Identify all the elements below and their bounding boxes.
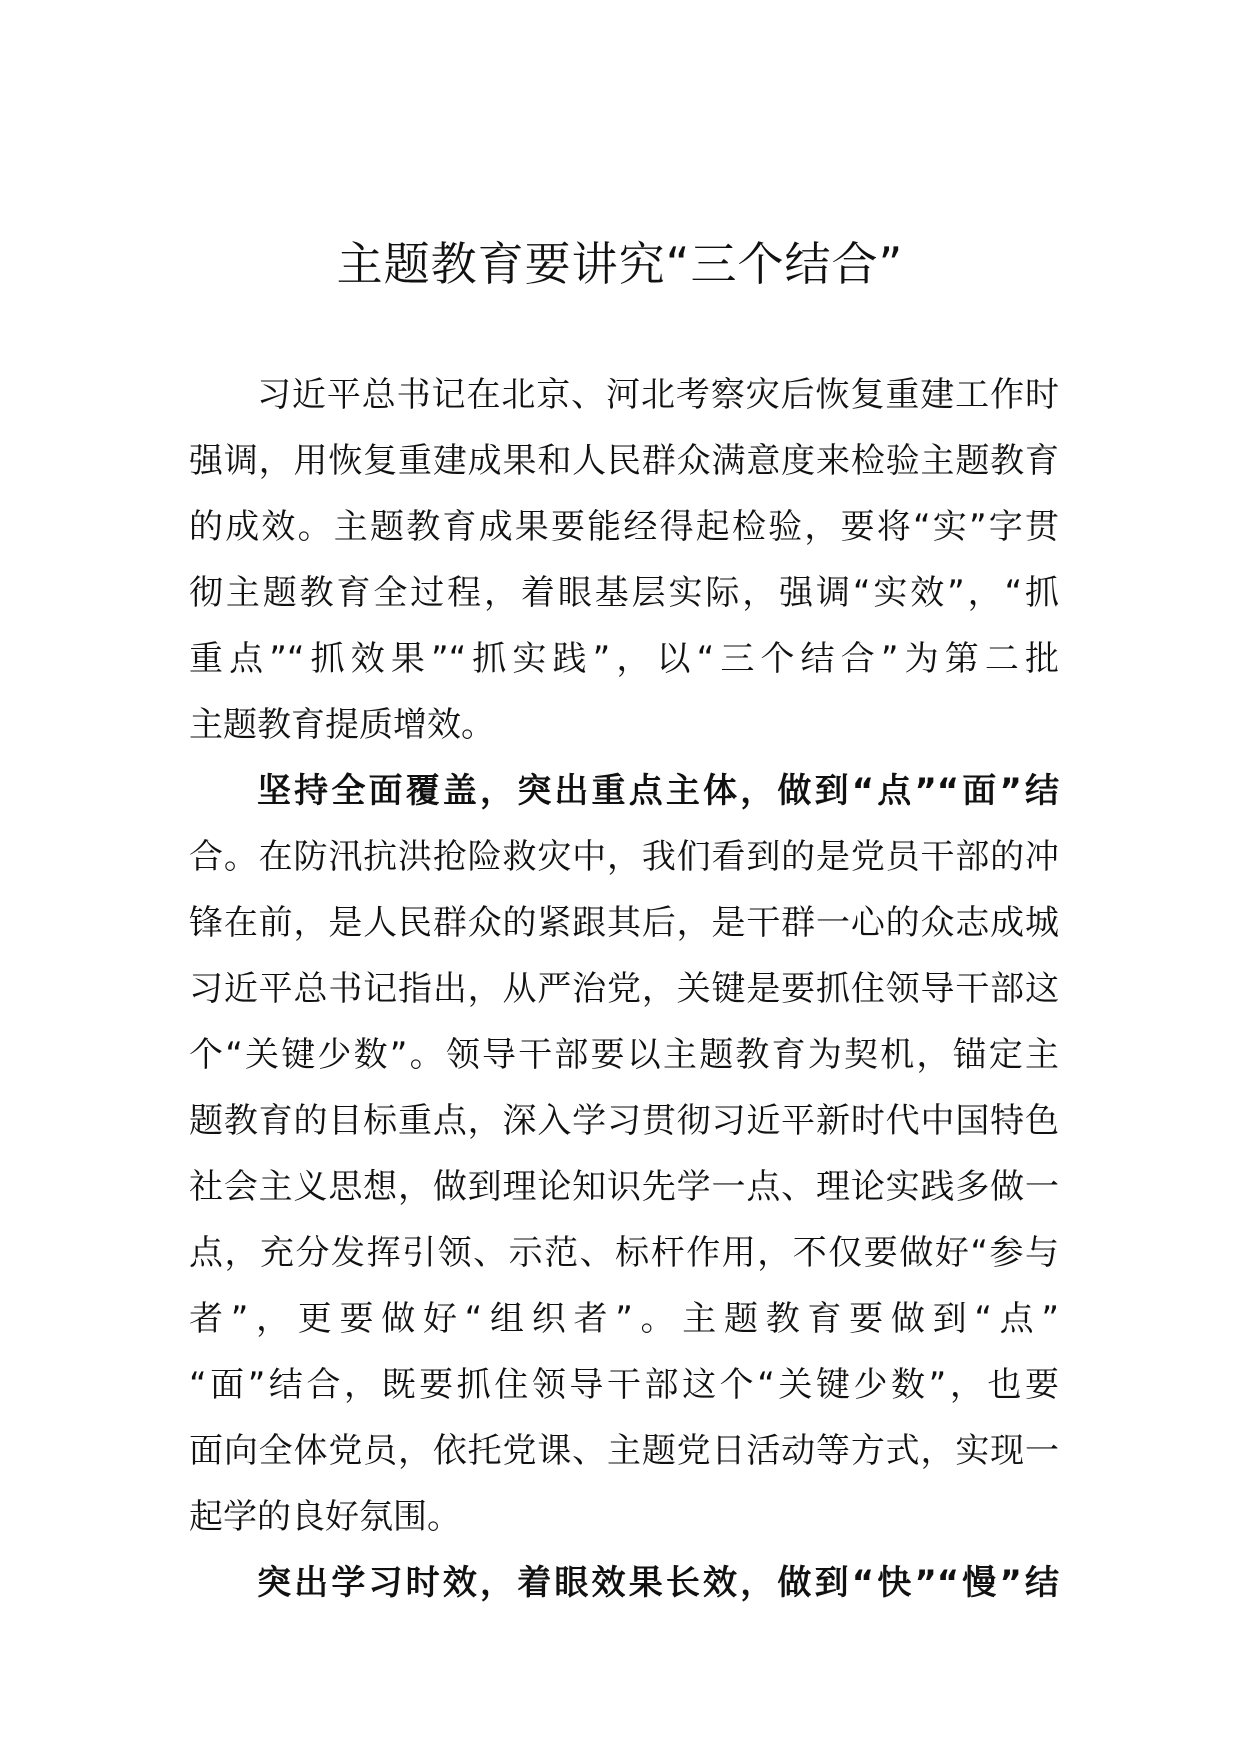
document-body [189, 362, 1059, 1616]
paragraph-point-face [189, 758, 1059, 1550]
paragraph-line: 点，充分发挥引领、示范、标杆作用，不仅要做好“参与 [189, 1233, 1059, 1273]
paragraph-line: 个“关键少数”。领导干部要以主题教育为契机，锚定主 [189, 1035, 1059, 1075]
paragraph-line: 者”，更要做好“组织者”。主题教育要做到“点” [189, 1299, 1059, 1339]
paragraph-line: 合。在防汛抗洪抢险救灾中，我们看到的是党员干部的冲 [189, 837, 1059, 877]
paragraph-line: 锋在前，是人民群众的紧跟其后，是干群一心的众志成城 [189, 903, 1059, 943]
paragraph-line: 社会主义思想，做到理论知识先学一点、理论实践多做一 [189, 1167, 1059, 1207]
paragraph-line: 彻主题教育全过程，着眼基层实际，强调“实效”，“抓 [189, 573, 1059, 613]
paragraph-line: “面”结合，既要抓住领导干部这个“关键少数”，也要 [189, 1365, 1059, 1405]
paragraph-line: 突出学习时效，着眼效果长效，做到“快”“慢”结 [257, 1563, 1059, 1603]
paragraph-line: 习近平总书记在北京、河北考察灾后恢复重建工作时 [257, 375, 1059, 415]
paragraph-line: 起学的良好氛围。 [189, 1497, 461, 1537]
paragraph-fast-slow [189, 1550, 1059, 1616]
paragraph-line: 面向全体党员，依托党课、主题党日活动等方式，实现一 [189, 1431, 1059, 1471]
paragraph-line: 题教育的目标重点，深入学习贯彻习近平新时代中国特色 [189, 1101, 1059, 1141]
document-title: 主题教育要讲究“三个结合” [336, 237, 904, 291]
paragraph-line: 习近平总书记指出，从严治党，关键是要抓住领导干部这 [189, 969, 1059, 1009]
paragraph-line: 重点”“抓效果”“抓实践”，以“三个结合”为第二批 [189, 639, 1059, 679]
paragraph-line: 主题教育提质增效。 [189, 705, 495, 745]
paragraph-line: 的成效。主题教育成果要能经得起检验，要将“实”字贯 [189, 507, 1059, 547]
paragraph-line: 坚持全面覆盖，突出重点主体，做到“点”“面”结 [257, 771, 1059, 811]
paragraph-intro [189, 362, 1059, 758]
paragraph-line: 强调，用恢复重建成果和人民群众满意度来检验主题教育 [189, 441, 1059, 481]
